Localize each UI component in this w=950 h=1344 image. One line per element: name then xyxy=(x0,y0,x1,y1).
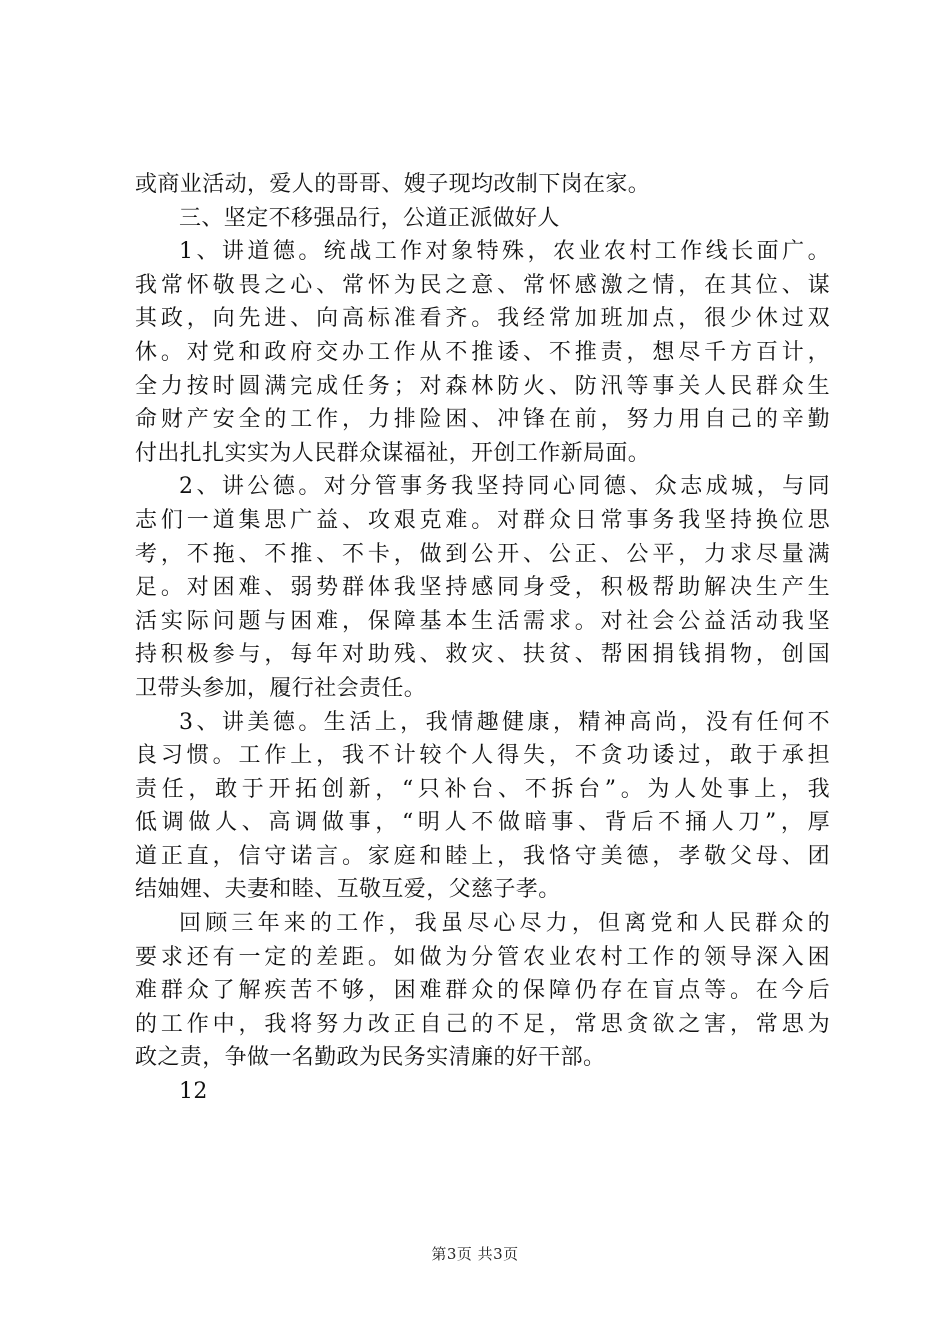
text-line: 全力按时圆满完成任务；对森林防火、防汛等事关人民群众生 xyxy=(135,373,830,399)
paragraph-start: 1、讲道德。统战工作对象特殊，农业农村工作线长面广。 xyxy=(179,239,830,265)
text-line: 道正直，信守诺言。家庭和睦上，我恪守美德，孝敬父母、团 xyxy=(135,843,830,869)
text-line: 卫带头参加，履行社会责任。 xyxy=(135,675,427,701)
text-line: 持积极参与，每年对助残、救灾、扶贫、帮困捐钱捐物，创国 xyxy=(135,642,830,668)
trailing-number: 12 xyxy=(179,1079,208,1105)
text-line: 要求还有一定的差距。如做为分管农业农村工作的领导深入困 xyxy=(135,944,830,970)
text-line: 命财产安全的工作，力排险困、冲锋在前，努力用自己的辛勤 xyxy=(135,407,830,433)
text-line: 我常怀敬畏之心、常怀为民之意、常怀感激之情，在其位、谋 xyxy=(135,272,830,298)
text-line: 付出扎扎实实为人民群众谋福祉，开创工作新局面。 xyxy=(135,440,651,466)
paragraph-start: 3、讲美德。生活上，我情趣健康，精神高尚，没有任何不 xyxy=(179,709,830,735)
text-line: 政之责，争做一名勤政为民务实清廉的好干部。 xyxy=(135,1045,606,1071)
text-line: 低调做人、高调做事，“明人不做暗事、背后不捅人刀”，厚 xyxy=(135,810,830,836)
document-body xyxy=(135,168,830,1109)
page-footer xyxy=(0,1243,950,1264)
section-heading: 三、坚定不移强品行，公道正派做好人 xyxy=(179,205,560,231)
text-line: 结妯娌、夫妻和睦、互敬互爱，父慈子孝。 xyxy=(135,877,561,903)
text-line: 考，不拖、不推、不卡，做到公开、公正、公平，力求尽量满 xyxy=(135,541,830,567)
text-line: 或商业活动，爱人的哥哥、嫂子现均改制下岗在家。 xyxy=(135,172,651,197)
paragraph-start: 回顾三年来的工作，我虽尽心尽力，但离党和人民群众的 xyxy=(179,911,830,937)
text-line: 良习惯。工作上，我不计较个人得失，不贪功诿过，敢于承担 xyxy=(135,743,830,769)
text-line: 休。对党和政府交办工作从不推诿、不推责，想尽千方百计， xyxy=(135,339,830,365)
text-line: 足。对困难、弱势群体我坚持感同身受，积极帮助解决生产生 xyxy=(135,575,830,601)
page-number-label: 第3页 共3页 xyxy=(431,1245,519,1263)
text-line: 的工作中，我将努力改正自己的不足，常思贪欲之害，常思为 xyxy=(135,1011,830,1037)
text-line: 志们一道集思广益、攻艰克难。对群众日常事务我坚持换位思 xyxy=(135,507,830,533)
text-line: 责任，敢于开拓创新，“只补台、不拆台”。为人处事上，我 xyxy=(135,776,830,802)
paragraph-start: 2、讲公德。对分管事务我坚持同心同德、众志成城，与同 xyxy=(179,474,830,500)
text-line: 其政，向先进、向高标准看齐。我经常加班加点，很少休过双 xyxy=(135,306,830,332)
text-line: 难群众了解疾苦不够，困难群众的保障仍存在盲点等。在今后 xyxy=(135,978,830,1004)
text-line: 活实际问题与困难，保障基本生活需求。对社会公益活动我坚 xyxy=(135,608,830,634)
